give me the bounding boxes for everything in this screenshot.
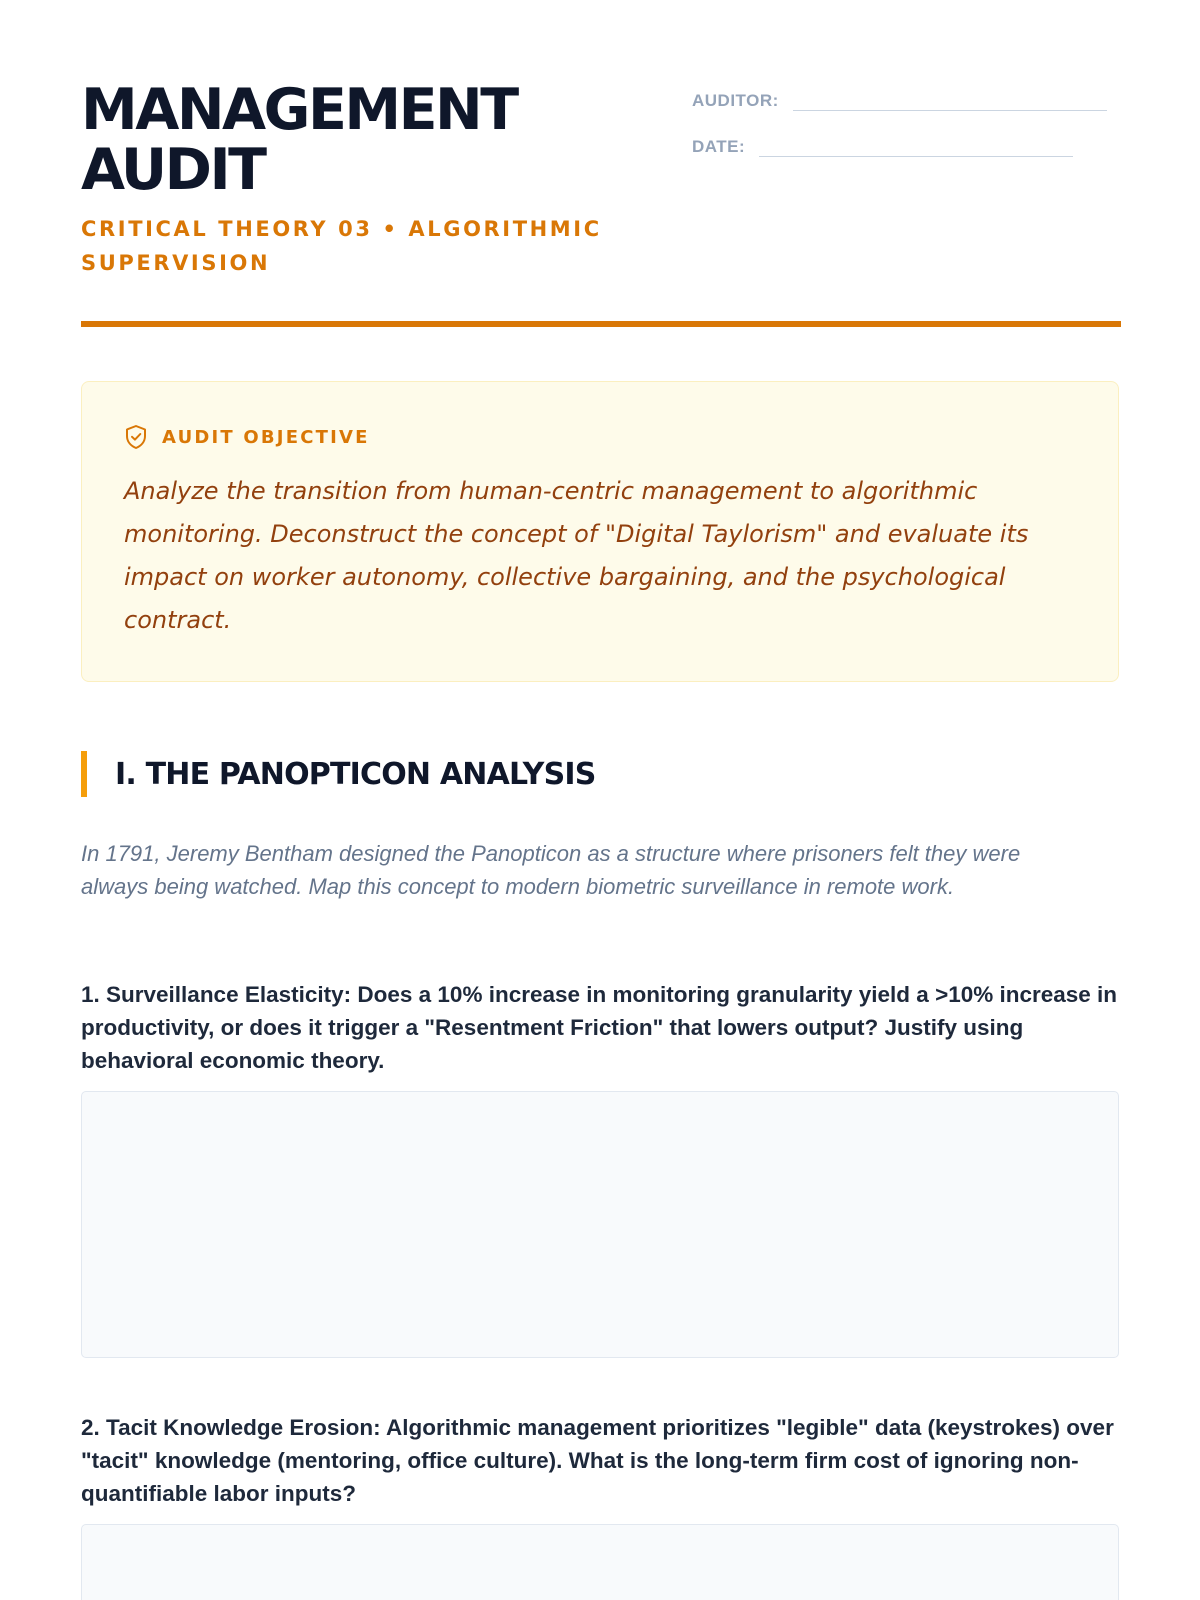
title-line-2: AUDIT — [81, 137, 265, 203]
auditor-label: AUDITOR: — [692, 91, 779, 110]
question-2: 2. Tacit Knowledge Erosion: Algorithmic management prioritizes "legible" data (keystrokes) over "tacit" knowledge (mentoring, office culture). What is the long-term firm cost of ignoring non-quantifiable labor inputs? — [81, 1415, 1114, 1506]
date-row — [692, 130, 1073, 157]
auditor-row — [692, 84, 1107, 111]
title-line-1: MANAGEMENT — [81, 77, 517, 143]
section-header — [81, 750, 596, 798]
auditor-field[interactable] — [793, 84, 1107, 111]
objective-label: AUDIT OBJECTIVE — [162, 426, 370, 448]
shield-check-icon — [124, 424, 148, 450]
audit-objective-box — [81, 381, 1119, 682]
page-title — [81, 77, 517, 203]
header-divider — [81, 321, 1121, 327]
header — [81, 77, 1121, 330]
objective-text: Analyze the transition from human-centric management to algorithmic monitoring. Deconstruct the concept of "Digital Taylorism" and evaluate its impact on worker autonomy, collective bargaining, and the psychological contract. — [124, 477, 1029, 634]
worksheet-page — [81, 0, 1121, 1600]
section-intro: In 1791, Jeremy Bentham designed the Panopticon as a structure where prisoners felt they were always being watched. Map this concept to modern biometric surveillance in remote work. — [81, 841, 1021, 899]
answer-box-2[interactable] — [81, 1524, 1119, 1600]
objective-header — [124, 424, 370, 450]
question-1: 1. Surveillance Elasticity: Does a 10% increase in monitoring granularity yield a >10% increase in productivity, or does it trigger a "Resentment Friction" that lowers output? Justify using behavioral economic theory. — [81, 982, 1118, 1073]
date-label: DATE: — [692, 137, 746, 156]
page-subtitle: CRITICAL THEORY 03 • ALGORITHMIC SUPERVISION — [81, 217, 602, 275]
section-accent-bar — [81, 751, 87, 797]
section-title: I. THE PANOPTICON ANALYSIS — [115, 756, 596, 792]
date-field[interactable] — [759, 130, 1073, 157]
answer-box-1[interactable] — [81, 1091, 1119, 1358]
